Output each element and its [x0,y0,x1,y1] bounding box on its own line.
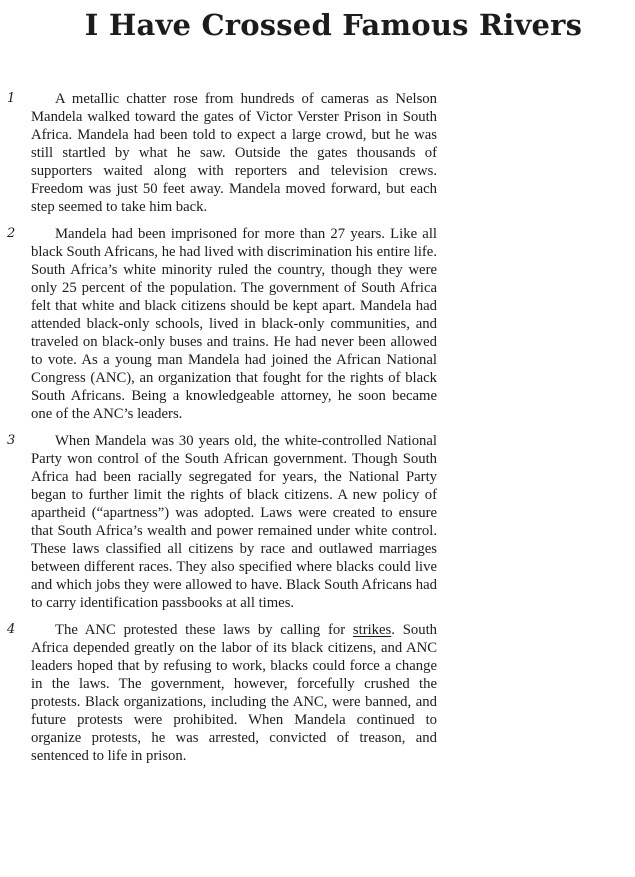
paragraph-text [31,621,437,765]
article-body [0,90,635,774]
paragraph-4 [0,621,635,765]
paragraph-number: 2 [7,226,16,241]
paragraph-2 [0,225,635,423]
paragraph-text-segment: . South Africa depended greatly on the labor of its black citizens, and ANC leaders hoped that by refusing to work, blacks could force a change in the laws. The government, however, forcefully crushed the protests. Black organizations, including the ANC, were banned, and future protests were prohibited. When Mandela continued to organize protests, he was arrested, convicted of treason, and sentenced to life in prison. [31,622,437,764]
article-title: I Have Crossed Famous Rivers [84,8,583,42]
paragraph-number: 1 [7,91,16,106]
paragraph-3 [0,432,635,612]
paragraph-text: When Mandela was 30 years old, the white-controlled National Party won control of the South African government. Though South Africa had been racially segregated for years, the National Party began to further limit the rights of black citizens. A new policy of apartheid (“apartness”) was adopted. Laws were created to ensure that South Africa’s wealth and power remained under white control. These laws classified all citizens by race and outlawed marriages between different races. They also specified where blacks could live and which jobs they were allowed to have. Black South Africans had to carry identification passbooks at all times. [31,433,437,611]
paragraph-1 [0,90,635,216]
underlined-vocabulary-word: strikes [352,622,392,638]
paragraph-number: 3 [7,433,16,448]
paragraph-text-segment: The ANC protested these laws by calling for [55,622,353,638]
paragraph-text: A metallic chatter rose from hundreds of cameras as Nelson Mandela walked toward the gates of Victor Verster Prison in South Africa. Mandela had been told to expect a large crowd, but he was still startled by what he saw. Outside the gates thousands of supporters waited along with reporters and television crews. Freedom was just 50 feet away. Mandela moved forward, but each step seemed to take him back. [31,91,437,215]
paragraph-number: 4 [7,622,16,637]
paragraph-text: Mandela had been imprisoned for more than 27 years. Like all black South Africans, he had lived with discrimination his entire life. South Africa’s white minority ruled the country, though they were only 25 percent of the population. The government of South Africa felt that white and black citizens should be kept apart. Mandela had attended black-only schools, lived in black-only communities, and traveled on black-only buses and trains. He had never been allowed to vote. As a young man Mandela had joined the African National Congress (ANC), an organization that fought for the rights of black South Africans. Being a knowledgeable attorney, he soon became one of the ANC’s leaders. [31,226,437,422]
